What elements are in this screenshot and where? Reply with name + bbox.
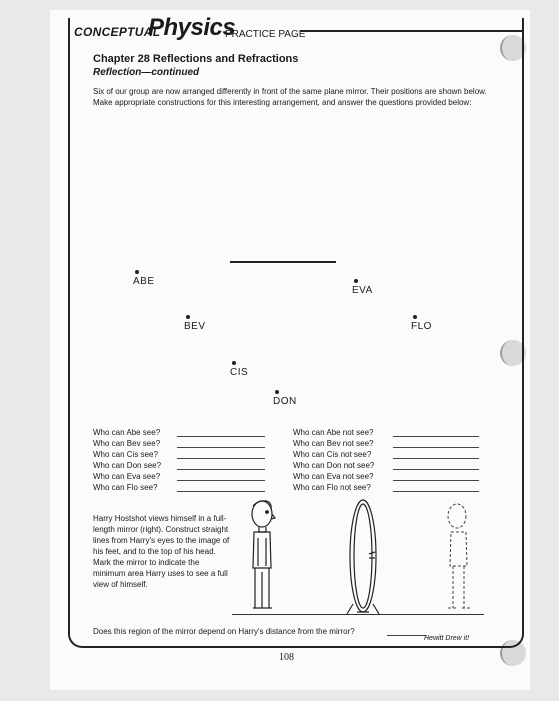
question-see: Who can Don see? bbox=[93, 461, 162, 470]
bottom-question: Does this region of the mirror depend on Harry's distance from the mirror? bbox=[93, 627, 355, 636]
page-header bbox=[68, 14, 522, 41]
question-see: Who can Abe see? bbox=[93, 428, 161, 437]
answer-line[interactable] bbox=[177, 480, 265, 481]
practice-page-label: PRACTICE PAGE bbox=[225, 29, 306, 40]
header-rule bbox=[300, 30, 522, 32]
question-not-see: Who can Eva not see? bbox=[293, 472, 374, 481]
answer-line[interactable] bbox=[393, 491, 479, 492]
answer-line[interactable] bbox=[177, 447, 265, 448]
answer-line[interactable] bbox=[393, 469, 479, 470]
answer-line[interactable] bbox=[177, 491, 265, 492]
instructions: Six of our group are now arranged differently in front of the same plane mirror. Their positions are shown below. Make appropriate constructions for this interesting arrangement, and answer the questions provided below: bbox=[93, 87, 487, 107]
answer-line[interactable] bbox=[393, 436, 479, 437]
question-see: Who can Flo see? bbox=[93, 483, 158, 492]
full-length-mirror-icon bbox=[343, 494, 387, 618]
question-see: Who can Cis see? bbox=[93, 450, 158, 459]
answer-line[interactable] bbox=[393, 447, 479, 448]
harry-figure bbox=[236, 496, 294, 618]
plane-mirror bbox=[230, 261, 336, 263]
brand-title: Physics bbox=[148, 14, 236, 41]
answer-line[interactable] bbox=[387, 635, 427, 636]
question-not-see: Who can Flo not see? bbox=[293, 483, 371, 492]
question-not-see: Who can Abe not see? bbox=[293, 428, 374, 437]
artist-signature: Hewitt Drew it! bbox=[424, 635, 470, 642]
answer-line[interactable] bbox=[177, 458, 265, 459]
chapter-title: Chapter 28 Reflections and Refractions bbox=[93, 53, 299, 65]
question-not-see: Who can Don not see? bbox=[293, 461, 375, 470]
answer-line[interactable] bbox=[393, 480, 479, 481]
harry-image-dashed bbox=[442, 500, 476, 618]
harry-instructions: Harry Hostshot views himself in a full-length mirror (right). Construct straight lines from Harry's eyes to the image of his feet, and to the top of his head. Mark the mirror to indicate the minimum area Harry uses to see a full view of himself. bbox=[93, 514, 230, 589]
answer-line[interactable] bbox=[177, 469, 265, 470]
question-not-see: Who can Cis not see? bbox=[293, 450, 372, 459]
question-not-see: Who can Bev not see? bbox=[293, 439, 374, 448]
floor-line bbox=[232, 614, 484, 615]
answer-line[interactable] bbox=[393, 458, 479, 459]
page-number: 108 bbox=[279, 652, 294, 663]
answer-line[interactable] bbox=[177, 436, 265, 437]
question-see: Who can Eva see? bbox=[93, 472, 161, 481]
question-see: Who can Bev see? bbox=[93, 439, 161, 448]
series-title: CONCEPTUAL bbox=[74, 25, 161, 39]
section-subtitle: Reflection—continued bbox=[93, 67, 200, 78]
